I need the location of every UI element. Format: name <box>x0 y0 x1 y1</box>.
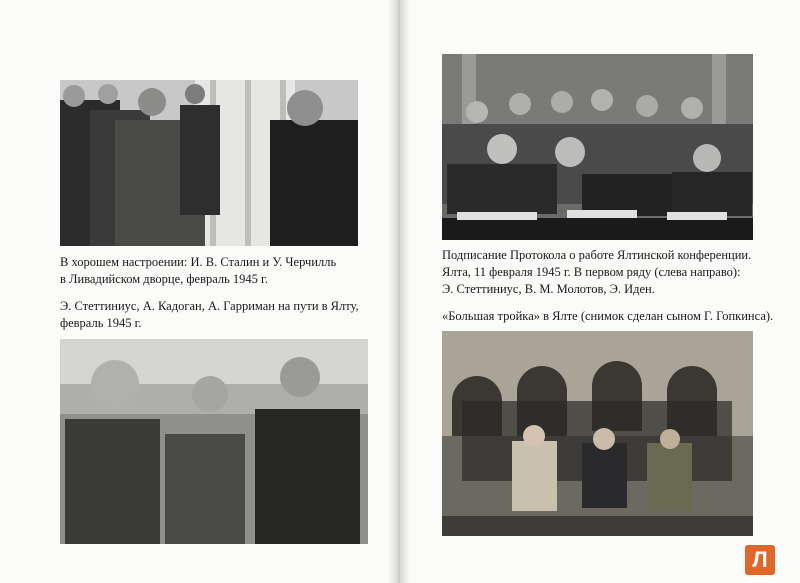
labirint-logo-icon: Л <box>745 545 775 575</box>
photo-protocol-signing <box>442 54 753 240</box>
caption-photo-3 <box>60 298 359 332</box>
caption-line: Э. Стеттиниус, В. М. Молотов, Э. Иден. <box>442 282 655 296</box>
caption-photo-4 <box>442 308 773 325</box>
caption-line: Подписание Протокола о работе Ялтинской конференции. <box>442 248 752 262</box>
book-gutter <box>388 0 410 583</box>
caption-line: Э. Стеттиниус, А. Кадоган, А. Гарриман на пути в Ялту, <box>60 299 359 313</box>
caption-line: «Большая тройка» в Ялте (снимок сделан сыном Г. Гопкинса). <box>442 309 774 323</box>
caption-photo-2 <box>442 247 751 298</box>
photo-stalin-churchill <box>60 80 358 246</box>
caption-line: Ялта, 11 февраля 1945 г. В первом ряду (слева направо): <box>442 265 741 279</box>
photo-big-three-yalta <box>442 331 753 536</box>
caption-line: В хорошем настроении: И. В. Сталин и У. Черчилль <box>60 255 337 269</box>
photo-stettinius-cadogan-harriman <box>60 339 368 544</box>
caption-line: в Ливадийском дворце, февраль 1945 г. <box>60 272 268 286</box>
caption-line: февраль 1945 г. <box>60 316 142 330</box>
caption-photo-1 <box>60 254 336 288</box>
